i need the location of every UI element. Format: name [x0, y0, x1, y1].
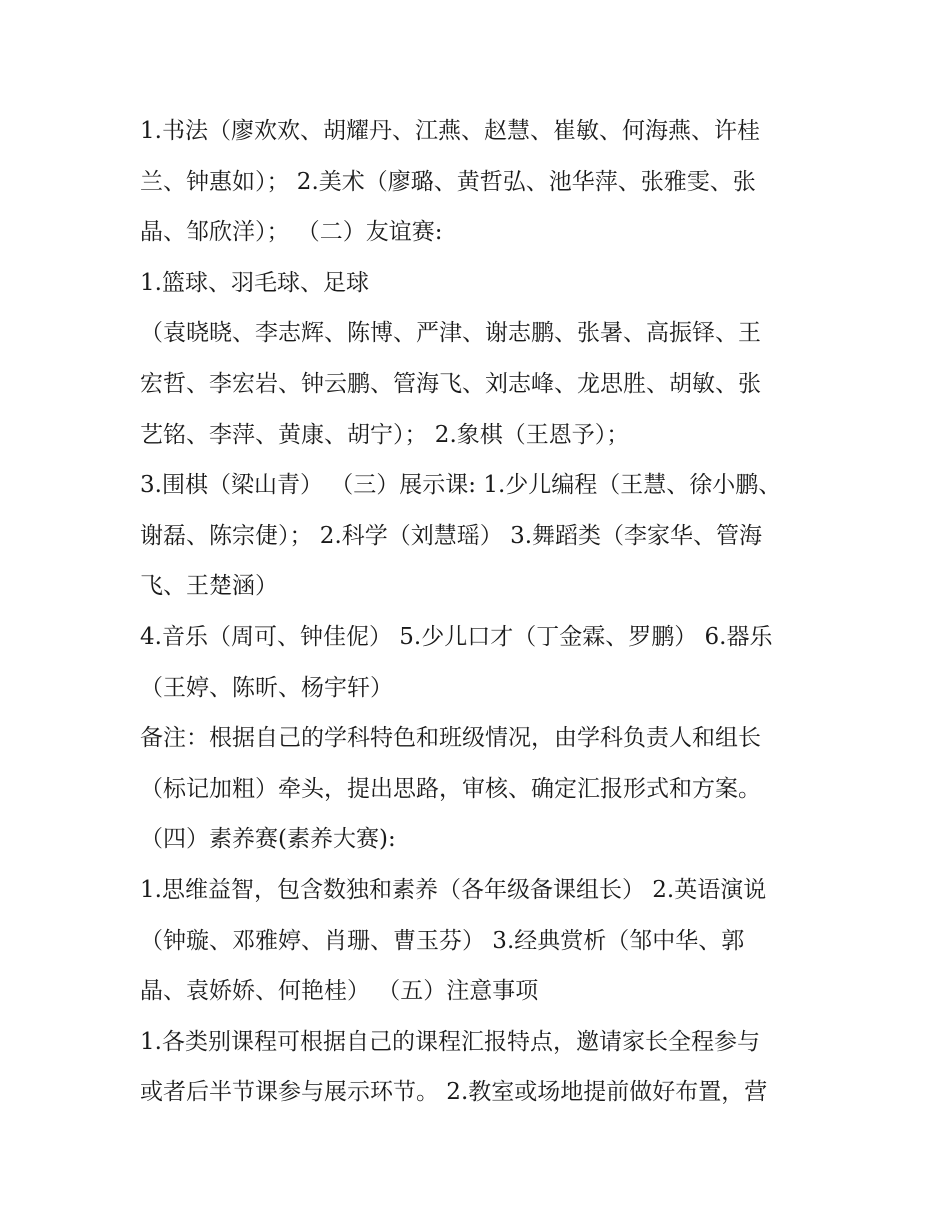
text-line: 兰、钟惠如）； 2.美术（廖璐、黄哲弘、池华萍、张雅雯、张: [140, 168, 756, 195]
text-line: 或者后半节课参与展示环节。 2.教室或场地提前做好布置，营: [140, 1079, 768, 1106]
text-line: 3.围棋（梁山青） （三）展示课: 1.少儿编程（王慧、徐小鹏、: [140, 472, 782, 499]
document-body: [140, 106, 820, 1118]
text-line: 1.各类别课程可根据自己的课程汇报特点，邀请家长全程参与: [140, 1028, 760, 1055]
text-line: （钟璇、邓雅婷、肖珊、曹玉芬） 3.经典赏析（邹中华、郭: [140, 927, 745, 954]
text-line: （袁晓晓、李志辉、陈博、严津、谢志鹏、张暑、高振铎、王: [140, 320, 761, 347]
text-line: 飞、王楚涵）: [140, 573, 278, 600]
text-line: 备注：根据自己的学科特色和班级情况，由学科负责人和组长: [140, 725, 761, 752]
text-line: 艺铭、李萍、黄康、胡宁）； 2.象棋（王恩予）；: [140, 421, 630, 448]
text-line: 晶、袁娇娇、何艳桂） （五）注意事项: [140, 978, 539, 1005]
text-line: （四）素养赛(素养大赛):: [140, 826, 396, 853]
text-line: 晶、邹欣洋）； （二）友谊赛:: [140, 219, 443, 246]
text-line: 1.篮球、羽毛球、足球: [140, 269, 369, 296]
text-line: 宏哲、李宏岩、钟云鹏、管海飞、刘志峰、龙思胜、胡敏、张: [140, 370, 761, 397]
text-line: （王婷、陈昕、杨宇轩）: [140, 674, 393, 701]
text-line: 1.思维益智，包含数独和素养（各年级备课组长） 2.英语演说: [140, 876, 767, 903]
text-line: 谢磊、陈宗倢）； 2.科学（刘慧瑶） 3.舞蹈类（李家华、管海: [140, 522, 763, 549]
text-line: （标记加粗）牵头，提出思路，审核、确定汇报形式和方案。: [140, 775, 761, 802]
text-line: 4.音乐（周可、钟佳伲） 5.少儿口才（丁金霖、罗鹏） 6.器乐: [140, 623, 773, 650]
text-line: 1.书法（廖欢欢、胡耀丹、江燕、赵慧、崔敏、何海燕、许桂: [140, 118, 760, 144]
